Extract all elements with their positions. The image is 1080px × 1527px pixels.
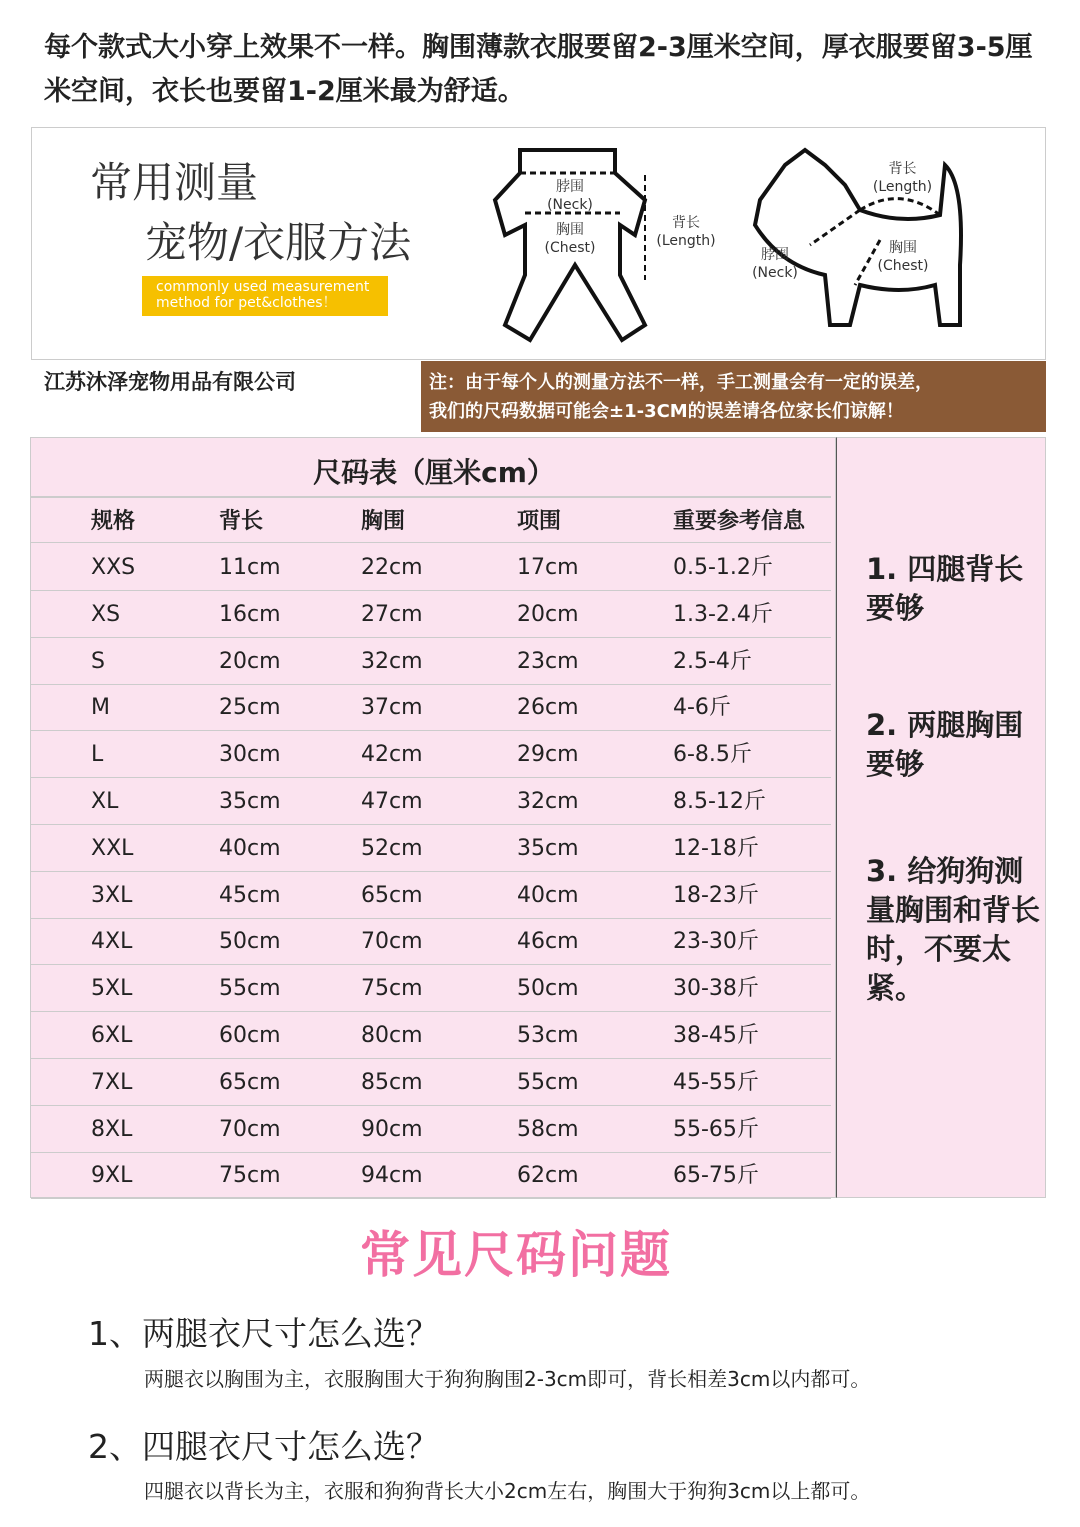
size-table xyxy=(30,437,836,1198)
dog-neck-label: 脖围 (Neck) xyxy=(752,247,798,281)
table-cell: 11cm xyxy=(219,555,281,580)
table-cell: 30cm xyxy=(219,742,281,768)
table-cell: 4-6斤 xyxy=(673,695,731,721)
clothes-length-label: 背长 (Length) xyxy=(656,215,716,249)
dog-length-label: 背长 (Length) xyxy=(872,161,933,195)
table-row xyxy=(31,544,831,591)
note-line: 我们的尺码数据可能会±1-3CM的误差请各位家长们谅解！ xyxy=(429,401,904,422)
table-cell: 30-38斤 xyxy=(673,976,759,1002)
table-cell: 8XL xyxy=(91,1116,133,1142)
table-row xyxy=(31,684,831,731)
table-cell: 52cm xyxy=(361,835,423,861)
table-cell: 55cm xyxy=(517,1069,579,1095)
table-cell: 85cm xyxy=(361,1069,423,1095)
table-cell: 50cm xyxy=(219,929,281,955)
table-cell: 6-8.5斤 xyxy=(673,742,752,768)
table-cell: 90cm xyxy=(361,1116,423,1142)
table-cell: 20cm xyxy=(219,648,281,674)
faq-answer: 四腿衣以背长为主，衣服和狗狗背长大小2cm左右，胸围大于狗狗3cm以上都可。 xyxy=(144,1479,871,1503)
table-row xyxy=(31,591,831,638)
banner-title-1: 常用测量 xyxy=(90,158,259,207)
table-cell: 65cm xyxy=(361,882,423,908)
table-cell: M xyxy=(91,695,110,721)
column-header: 项围 xyxy=(517,509,562,534)
table-cell: 45cm xyxy=(219,882,281,908)
table-cell: 62cm xyxy=(517,1163,579,1189)
dog-chest-label: 胸围 (Chest) xyxy=(877,240,929,274)
table-cell: 65-75斤 xyxy=(673,1163,759,1189)
table-row xyxy=(31,965,831,1012)
company-name: 江苏沐泽宠物用品有限公司 xyxy=(44,370,296,394)
table-cell: 16cm xyxy=(219,601,281,627)
table-cell: 25cm xyxy=(219,695,281,721)
table-cell: XXS xyxy=(91,555,136,580)
intro-text: 每个款式大小穿上效果不一样。胸围薄款衣服要留2-3厘米空间，厚衣服要留3-5厘米空间，衣长也要留1-2厘米最为舒适。 xyxy=(44,32,1033,107)
table-cell: 40cm xyxy=(219,835,281,861)
table-cell: 38-45斤 xyxy=(673,1023,759,1048)
table-cell: 46cm xyxy=(517,929,579,955)
faq-answer: 两腿衣以胸围为主，衣服胸围大于狗狗胸围2-3cm即可，背长相差3cm以内都可。 xyxy=(144,1367,871,1391)
table-cell: 7XL xyxy=(91,1069,133,1095)
table-cell: 65cm xyxy=(219,1069,281,1095)
table-row xyxy=(31,778,831,825)
table-row xyxy=(31,825,831,872)
table-cell: 9XL xyxy=(91,1163,133,1189)
table-cell: XL xyxy=(91,789,119,814)
table-cell: XS xyxy=(91,601,121,627)
table-cell: L xyxy=(91,742,104,768)
banner-title-2: 宠物/衣服方法 xyxy=(145,218,412,267)
table-cell: 3XL xyxy=(91,882,133,908)
tip-item: 3. 给狗狗测量胸围和背长时，不要太紧。 xyxy=(866,854,1041,1005)
table-cell: 60cm xyxy=(219,1023,281,1048)
table-cell: 50cm xyxy=(517,976,579,1002)
table-cell: 37cm xyxy=(361,695,423,721)
table-cell: 29cm xyxy=(517,742,579,768)
table-cell: 18-23斤 xyxy=(673,882,759,908)
table-cell: 40cm xyxy=(517,882,579,908)
table-cell: 4XL xyxy=(91,929,133,955)
table-cell: 6XL xyxy=(91,1023,133,1048)
subtitle-line: commonly used measurement xyxy=(156,279,370,295)
table-cell: 55cm xyxy=(219,976,281,1002)
table-cell: 5XL xyxy=(91,976,133,1002)
table-header-row xyxy=(31,496,831,543)
table-cell: 12-18斤 xyxy=(673,835,759,861)
table-row xyxy=(31,1152,831,1199)
table-row xyxy=(31,872,831,919)
table-cell: XXL xyxy=(91,835,134,861)
table-cell: 75cm xyxy=(219,1163,281,1189)
table-cell: 35cm xyxy=(219,789,281,814)
table-cell: 17cm xyxy=(517,555,579,580)
table-cell: 80cm xyxy=(361,1023,423,1048)
table-cell: 1.3-2.4斤 xyxy=(673,601,773,627)
table-row xyxy=(31,731,831,778)
table-row xyxy=(31,918,831,965)
faq-question: 1、两腿衣尺寸怎么选？ xyxy=(88,1314,439,1353)
clothes-neck-label: 脖围 (Neck) xyxy=(547,179,593,213)
table-cell: 55-65斤 xyxy=(673,1116,759,1142)
table-cell: 53cm xyxy=(517,1023,579,1048)
table-row xyxy=(31,638,831,685)
table-cell: 0.5-1.2斤 xyxy=(673,555,773,580)
table-cell: 2.5-4斤 xyxy=(673,648,752,674)
subtitle-line: method for pet&clothes！ xyxy=(156,295,337,311)
table-cell: 23cm xyxy=(517,648,579,674)
note-line: 注：由于每个人的测量方法不一样，手工测量会有一定的误差， xyxy=(429,372,933,393)
table-row xyxy=(31,1106,831,1153)
table-title: 尺码表（厘米cm） xyxy=(313,456,555,489)
banner-subtitle-badge xyxy=(142,276,388,316)
table-cell: 70cm xyxy=(361,929,423,955)
table-cell: 75cm xyxy=(361,976,423,1002)
tip-item: 1. 四腿背长要够 xyxy=(866,552,1024,625)
table-cell: 42cm xyxy=(361,742,423,768)
table-cell: 70cm xyxy=(219,1116,281,1142)
table-cell: 58cm xyxy=(517,1116,579,1142)
column-header: 重要参考信息 xyxy=(673,509,806,534)
table-cell: S xyxy=(91,648,105,674)
measurement-note xyxy=(421,361,1046,432)
table-cell: 35cm xyxy=(517,835,579,861)
table-cell: 26cm xyxy=(517,695,579,721)
faq-title: 常见尺码问题 xyxy=(360,1226,672,1284)
tip-item: 2. 两腿胸围要够 xyxy=(866,708,1024,781)
faq-question: 2、四腿衣尺寸怎么选？ xyxy=(88,1427,439,1466)
column-header: 胸围 xyxy=(361,509,406,534)
table-cell: 20cm xyxy=(517,601,579,627)
table-cell: 45-55斤 xyxy=(673,1069,759,1095)
column-header: 背长 xyxy=(219,509,264,534)
table-cell: 32cm xyxy=(361,648,423,674)
clothes-chest-label: 胸围 (Chest) xyxy=(544,222,596,256)
table-cell: 47cm xyxy=(361,789,423,814)
table-cell: 27cm xyxy=(361,601,423,627)
table-cell: 32cm xyxy=(517,789,579,814)
table-cell: 94cm xyxy=(361,1163,423,1189)
table-cell: 23-30斤 xyxy=(673,929,759,955)
table-row xyxy=(31,1012,831,1059)
table-cell: 22cm xyxy=(361,555,423,580)
table-row xyxy=(31,1059,831,1106)
column-header: 规格 xyxy=(91,509,136,534)
table-cell: 8.5-12斤 xyxy=(673,789,766,814)
